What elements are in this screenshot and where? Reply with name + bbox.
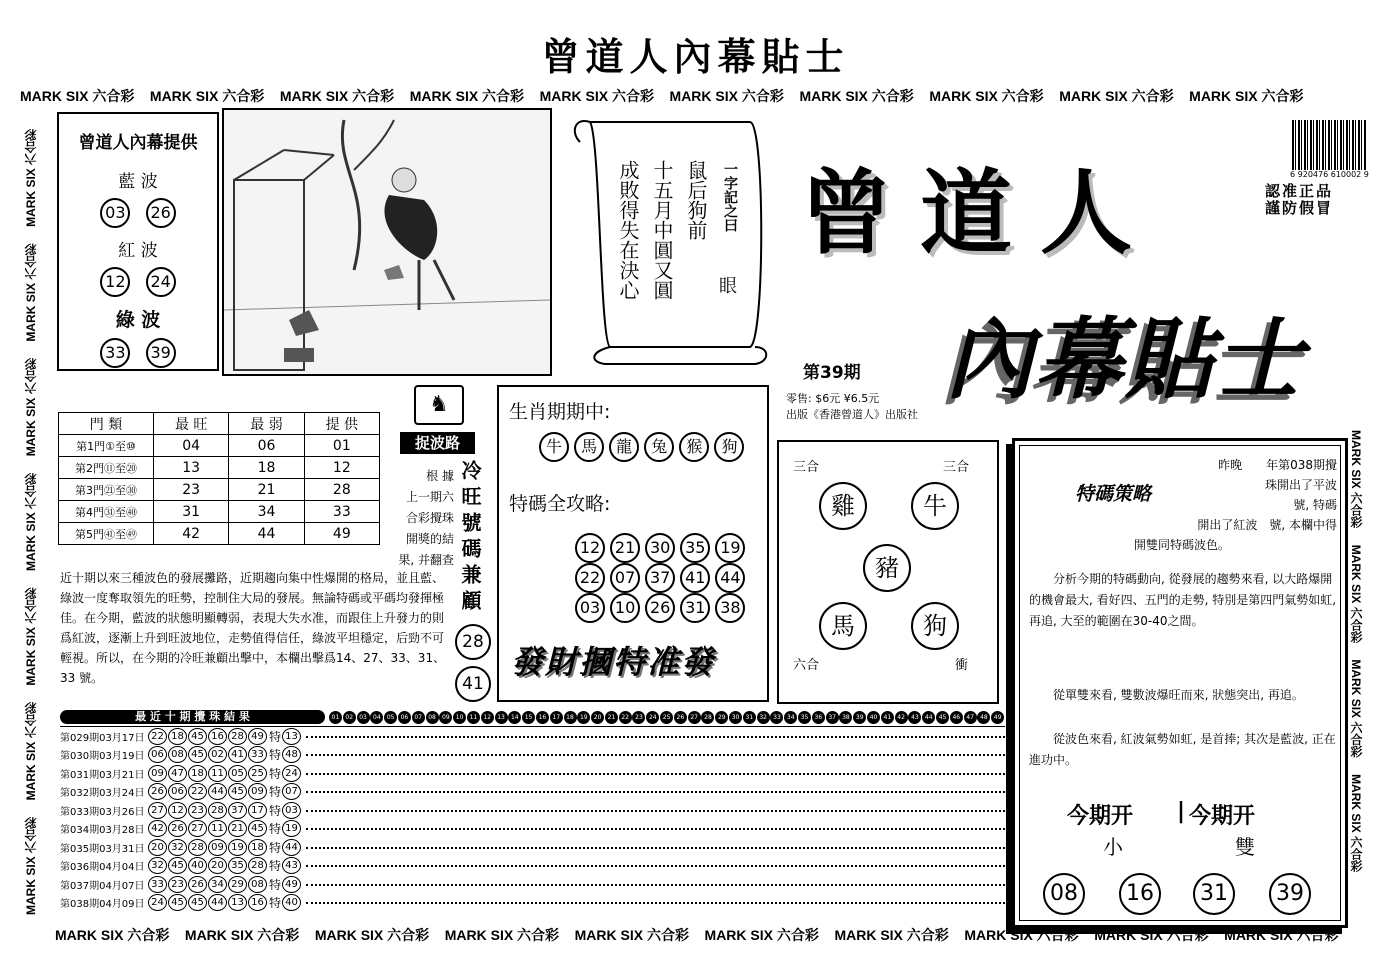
- history-special-number: 44: [282, 839, 301, 856]
- history-dots: [306, 901, 1005, 904]
- history-number: 05: [228, 765, 247, 782]
- number-header-cell: 24: [646, 711, 659, 724]
- catch-wave-icon: ♞: [414, 385, 464, 425]
- history-number: 17: [248, 802, 267, 819]
- top-band: MARK SIX 六合彩 MARK SIX 六合彩 MARK SIX 六合彩 MARK SIX 六合彩 MARK SIX 六合彩 MARK SIX 六合彩 MARK SIX 六合彩 MARK SIX 六合彩 MARK SIX 六合彩 MARK SIX 六合彩: [20, 88, 1304, 104]
- number-header-cell: 31: [743, 711, 756, 724]
- wave-box-heading: 曾道人內幕提供: [78, 133, 198, 153]
- history-number: 22: [188, 783, 207, 800]
- history-special-label: 特: [269, 729, 282, 744]
- history-row-label: 第037期04月07日: [60, 880, 145, 892]
- number-header-cell: 35: [798, 711, 811, 724]
- special-number: 38: [715, 593, 745, 623]
- number-header-cell: 19: [577, 711, 590, 724]
- table-row: [60, 764, 1005, 783]
- history-number: 32: [148, 857, 167, 874]
- history-number: 09: [248, 783, 267, 800]
- min-cell: 18: [229, 457, 304, 479]
- number-header-cell: 29: [715, 711, 728, 724]
- number-header-cell: 47: [964, 711, 977, 724]
- table-row: [59, 523, 380, 545]
- history-number: 45: [188, 746, 207, 763]
- wave-group: [59, 236, 217, 297]
- history-number: 34: [208, 876, 227, 893]
- number-header-cell: 07: [412, 711, 425, 724]
- number-header-cell: 26: [674, 711, 687, 724]
- history-number: 44: [208, 894, 227, 911]
- history-row-label: 第038期04月09日: [60, 899, 145, 911]
- table-row: [60, 727, 1005, 746]
- history-special-label: 特: [269, 766, 282, 781]
- gate-table-header: [59, 413, 380, 435]
- history-special-label: 特: [269, 877, 282, 892]
- special-number: 10: [610, 593, 640, 623]
- number-header-cell: 15: [522, 711, 535, 724]
- today-left: 今期开: [1067, 804, 1134, 829]
- strategy-para: 從單雙來看, 雙數波爆旺而來, 狀態突出, 再追。: [1053, 688, 1304, 702]
- history-number: 24: [148, 894, 167, 911]
- history-section: [60, 710, 1005, 915]
- history-number: 02: [208, 746, 227, 763]
- number-header-cell: 08: [426, 711, 439, 724]
- history-number: 21: [228, 820, 247, 837]
- number-header-cell: 49: [991, 711, 1004, 724]
- history-row-label: 第029期03月17日: [60, 732, 145, 744]
- scroll-key-word: 眼: [719, 276, 737, 297]
- history-number: 13: [228, 894, 247, 911]
- special-number: 07: [610, 563, 640, 593]
- history-number: 45: [228, 783, 247, 800]
- history-number: 20: [148, 839, 167, 856]
- brand-line1: 曾道人: [800, 159, 1161, 267]
- history-dots: [306, 827, 1005, 830]
- table-row: [60, 894, 1005, 913]
- today-double: 雙: [1235, 835, 1255, 859]
- history-number: 06: [148, 746, 167, 763]
- number-header-cell: 48: [977, 711, 990, 724]
- history-number: 27: [148, 802, 167, 819]
- poem-scroll: [560, 102, 775, 370]
- today-divider: |: [1177, 799, 1186, 824]
- history-row-label: 第036期04月04日: [60, 862, 145, 874]
- history-number: 28: [208, 802, 227, 819]
- number-header-cell: 40: [867, 711, 880, 724]
- max-cell: 23: [154, 479, 229, 501]
- special-number: 31: [680, 593, 710, 623]
- relation-animal: 雞: [819, 482, 867, 530]
- history-number: 08: [248, 876, 267, 893]
- history-number: 28: [188, 839, 207, 856]
- old-man-illustration: [224, 110, 550, 374]
- history-number: 23: [188, 802, 207, 819]
- history-row-label: 第032期03月24日: [60, 788, 145, 800]
- gate-table: [58, 412, 380, 545]
- history-rows: [60, 726, 1005, 912]
- history-number: 35: [228, 857, 247, 874]
- relation-label: 衝: [955, 658, 969, 673]
- relation-label: 三合: [793, 460, 820, 475]
- special-number: 41: [680, 563, 710, 593]
- history-number: 11: [208, 820, 227, 837]
- today-small: 小: [1103, 835, 1123, 859]
- relation-animal: 馬: [819, 602, 867, 650]
- scroll-line: 成敗得失在決心: [616, 160, 640, 300]
- strategy-number: 39: [1269, 873, 1311, 915]
- history-number: 45: [188, 728, 207, 745]
- number-header: [329, 711, 1005, 724]
- history-number: 26: [188, 876, 207, 893]
- special-number: 30: [645, 533, 675, 563]
- strategy-title: 特碼策略: [1075, 483, 1152, 505]
- number-header-cell: 25: [660, 711, 673, 724]
- issue-price: 零售: $6元 ¥6.5元: [786, 392, 880, 405]
- wave-number: 24: [146, 267, 176, 297]
- number-header-cell: 09: [439, 711, 452, 724]
- header-cell: 門 類: [59, 413, 154, 435]
- number-header-cell: 42: [895, 711, 908, 724]
- zodiac-animal: 牛: [539, 432, 569, 462]
- history-special-label: 特: [269, 859, 282, 874]
- brand-line2: 內幕貼士: [945, 308, 1306, 411]
- number-header-cell: 45: [936, 711, 949, 724]
- history-special-number: 19: [282, 820, 301, 837]
- table-row: [59, 501, 380, 523]
- number-header-cell: 30: [729, 711, 742, 724]
- history-special-number: 03: [282, 802, 301, 819]
- relation-label: 六合: [793, 658, 820, 673]
- number-header-cell: 14: [508, 711, 521, 724]
- catch-wave-title: 捉波路: [400, 432, 475, 454]
- history-number: 18: [248, 839, 267, 856]
- zodiac-animal: 馬: [574, 432, 604, 462]
- number-header-cell: 22: [619, 711, 632, 724]
- history-dots: [306, 883, 1005, 886]
- offer-cell: 49: [304, 523, 379, 545]
- number-header-cell: 36: [812, 711, 825, 724]
- header-cell: 最 旺: [154, 413, 229, 435]
- relation-box: [777, 440, 999, 704]
- wave-number: 26: [146, 198, 176, 228]
- history-dots: [306, 753, 1005, 756]
- number-header-cell: 37: [826, 711, 839, 724]
- header-cell: 提 供: [304, 413, 379, 435]
- history-number: 47: [168, 765, 187, 782]
- analysis-paragraph: 近十期以來三種波色的發展攤路，近期趨向集中性爆開的格局，並且藍、綠波一度奪取領先的旺勢，控制住大局的發展。無論特碼或平碼均發揮極佳。在今期，藍波的狀態明顯轉弱，表現大失水准，而跟住上升發力的則爲紅波，逐漸上升到旺波地位，走勢值得信任，綠波平坦穩定，后勁不可輕視。所以，在今期的冷旺兼顧出擊中，本欄出擊爲14、27、33、31、33 號。: [60, 571, 446, 685]
- wave-label: 藍 波: [118, 172, 158, 192]
- relation-animal: 狗: [911, 602, 959, 650]
- number-header-cell: 43: [908, 711, 921, 724]
- issue-label: 第39期: [803, 363, 861, 383]
- number-header-cell: 04: [370, 711, 383, 724]
- history-row-label: 第030期03月19日: [60, 751, 145, 763]
- number-header-cell: 16: [536, 711, 549, 724]
- catch-wave-number: 28: [455, 624, 491, 660]
- history-number: 41: [228, 746, 247, 763]
- number-header-cell: 01: [329, 711, 342, 724]
- number-header-cell: 38: [839, 711, 852, 724]
- table-row: [60, 746, 1005, 765]
- history-number: 29: [228, 876, 247, 893]
- offer-cell: 01: [304, 435, 379, 457]
- zodiac-box: [497, 385, 769, 702]
- table-row: [60, 857, 1005, 876]
- barcode-number: 6 920476 610002 9: [1290, 170, 1369, 179]
- history-row-label: 第031期03月21日: [60, 769, 145, 781]
- history-special-label: 特: [269, 822, 282, 837]
- number-header-cell: 39: [853, 711, 866, 724]
- history-special-number: 07: [282, 783, 301, 800]
- today-right: 今期开: [1189, 804, 1256, 829]
- number-header-cell: 03: [357, 711, 370, 724]
- history-number: 45: [168, 857, 187, 874]
- number-header-cell: 28: [701, 711, 714, 724]
- history-number: 18: [188, 765, 207, 782]
- history-dots: [306, 735, 1005, 738]
- number-header-cell: 06: [398, 711, 411, 724]
- number-header-cell: 12: [481, 711, 494, 724]
- page-title: 曾道人內幕貼士: [541, 34, 850, 79]
- history-row-label: 第034期03月28日: [60, 825, 145, 837]
- stamp-line2: 謹防假冒: [1265, 199, 1334, 217]
- issue-publisher: 出版《香港曾道人》出版社: [786, 408, 918, 421]
- number-header-cell: 05: [384, 711, 397, 724]
- number-header-cell: 21: [605, 711, 618, 724]
- gate-cell: 第4門㉛至㊵: [59, 501, 154, 523]
- history-header: [60, 710, 1005, 724]
- special-number: 37: [645, 563, 675, 593]
- number-header-cell: 20: [591, 711, 604, 724]
- offer-cell: 12: [304, 457, 379, 479]
- special-number: 21: [610, 533, 640, 563]
- strategy-intro: 昨晚 年第038期攪 珠開出了平波 號, 特碼 開出了紅波 號, 本欄中得 開雙同特碼波色。: [1133, 458, 1361, 552]
- table-row: [59, 479, 380, 501]
- number-header-cell: 33: [770, 711, 783, 724]
- max-cell: 42: [154, 523, 229, 545]
- min-cell: 34: [229, 501, 304, 523]
- special-number: 26: [645, 593, 675, 623]
- strategy-para: 從波色來看, 紅波氣勢如虹, 是首捧; 其次是藍波, 正在進功中。: [1029, 732, 1336, 767]
- number-header-cell: 10: [453, 711, 466, 724]
- zodiac-animals: [539, 432, 744, 462]
- zodiac-animal: 龍: [609, 432, 639, 462]
- history-special-label: 特: [269, 748, 282, 763]
- number-header-cell: 13: [495, 711, 508, 724]
- min-cell: 06: [229, 435, 304, 457]
- history-number: 45: [248, 820, 267, 837]
- history-number: 37: [228, 802, 247, 819]
- history-special-number: 43: [282, 857, 301, 874]
- table-row: [60, 838, 1005, 857]
- history-dots: [306, 772, 1005, 775]
- table-row: [60, 820, 1005, 839]
- gate-cell: 第2門⑪至⑳: [59, 457, 154, 479]
- number-header-cell: 46: [950, 711, 963, 724]
- history-number: 28: [248, 857, 267, 874]
- history-number: 45: [188, 894, 207, 911]
- zodiac-animal: 兔: [644, 432, 674, 462]
- history-number: 32: [168, 839, 187, 856]
- history-number: 16: [248, 894, 267, 911]
- number-header-cell: 18: [564, 711, 577, 724]
- history-special-number: 49: [282, 876, 301, 893]
- min-cell: 44: [229, 523, 304, 545]
- history-number: 28: [228, 728, 247, 745]
- history-special-number: 24: [282, 765, 301, 782]
- history-number: 06: [168, 783, 187, 800]
- zodiac-title: 生肖期期中:: [509, 401, 611, 423]
- table-row: [60, 875, 1005, 894]
- bottom-band: MARK SIX 六合彩 MARK SIX 六合彩 MARK SIX 六合彩 MARK SIX 六合彩 MARK SIX 六合彩 MARK SIX 六合彩 MARK SIX 六合彩 MARK SIX 六合彩 MARK SIX 六合彩 MARK SIX 六合彩: [55, 927, 1339, 943]
- zodiac-banner: 發財摑特准發: [511, 643, 716, 681]
- history-number: 26: [168, 820, 187, 837]
- number-header-cell: 11: [467, 711, 480, 724]
- history-number: 49: [248, 728, 267, 745]
- number-header-cell: 32: [757, 711, 770, 724]
- wave-label: 紅 波: [118, 241, 158, 261]
- gate-cell: 第1門①至⑩: [59, 435, 154, 457]
- number-header-cell: 41: [881, 711, 894, 724]
- history-title: 最 近 十 期 攪 珠 結 果: [60, 710, 325, 724]
- illustration: [222, 108, 552, 376]
- history-number: 27: [188, 820, 207, 837]
- special-number: 22: [575, 563, 605, 593]
- wave-group: [59, 305, 217, 368]
- zodiac-animal: 猴: [679, 432, 709, 462]
- history-row-label: 第033期03月26日: [60, 806, 145, 818]
- wave-number: 03: [100, 198, 130, 228]
- history-number: 12: [168, 802, 187, 819]
- history-number: 22: [148, 728, 167, 745]
- history-number: 09: [208, 839, 227, 856]
- max-cell: 31: [154, 501, 229, 523]
- history-row-label: 第035期03月31日: [60, 843, 145, 855]
- wave-number: 39: [146, 338, 176, 368]
- special-numbers: [575, 533, 745, 623]
- special-title: 特碼全攻略:: [509, 493, 611, 515]
- table-row: [60, 801, 1005, 820]
- history-special-label: 特: [269, 840, 282, 855]
- min-cell: 21: [229, 479, 304, 501]
- strategy-number: 08: [1043, 873, 1085, 915]
- offer-cell: 33: [304, 501, 379, 523]
- strategy-number: 31: [1193, 873, 1235, 915]
- special-number: 35: [680, 533, 710, 563]
- history-dots: [306, 809, 1005, 812]
- table-row: [59, 457, 380, 479]
- number-header-cell: 27: [688, 711, 701, 724]
- special-number: 12: [575, 533, 605, 563]
- wave-number: 12: [100, 267, 130, 297]
- history-special-number: 40: [282, 894, 301, 911]
- history-number: 18: [168, 728, 187, 745]
- header-cell: 最 弱: [229, 413, 304, 435]
- number-header-cell: 02: [343, 711, 356, 724]
- number-header-cell: 23: [632, 711, 645, 724]
- catch-wave-number: 41: [455, 666, 491, 702]
- history-number: 11: [208, 765, 227, 782]
- catch-wave-side-label: 冷旺號碼兼顧: [458, 460, 482, 616]
- wave-group: [59, 167, 217, 228]
- history-dots: [306, 846, 1005, 849]
- relation-label: 三合: [943, 460, 970, 475]
- history-number: 45: [168, 894, 187, 911]
- history-special-label: 特: [269, 803, 282, 818]
- history-number: 33: [148, 876, 167, 893]
- scroll-line: 鼠后狗前: [684, 160, 708, 240]
- left-band: MARK SIX 六合彩 MARK SIX 六合彩 MARK SIX 六合彩 MARK SIX 六合彩 MARK SIX 六合彩 MARK SIX 六合彩 MARK SIX 六合彩: [24, 128, 38, 915]
- history-number: 26: [148, 783, 167, 800]
- right-band: MARK SIX 六合彩 MARK SIX 六合彩 MARK SIX 六合彩 MARK SIX 六合彩: [1349, 430, 1363, 873]
- history-number: 09: [148, 765, 167, 782]
- number-header-cell: 17: [550, 711, 563, 724]
- relation-animal: 豬: [863, 544, 911, 592]
- strategy-number: 16: [1119, 873, 1161, 915]
- offer-cell: 28: [304, 479, 379, 501]
- special-number: 03: [575, 593, 605, 623]
- relation-animal: 牛: [911, 482, 959, 530]
- history-special-label: 特: [269, 785, 282, 800]
- history-number: 44: [208, 783, 227, 800]
- history-number: 33: [248, 746, 267, 763]
- special-number: 44: [715, 563, 745, 593]
- history-special-label: 特: [269, 896, 282, 911]
- history-number: 42: [148, 820, 167, 837]
- history-number: 08: [168, 746, 187, 763]
- max-cell: 13: [154, 457, 229, 479]
- history-number: 19: [228, 839, 247, 856]
- history-number: 25: [248, 765, 267, 782]
- history-number: 16: [208, 728, 227, 745]
- max-cell: 04: [154, 435, 229, 457]
- number-header-cell: 44: [922, 711, 935, 724]
- history-number: 23: [168, 876, 187, 893]
- history-number: 20: [208, 857, 227, 874]
- stamp-line1: 認准正品: [1265, 182, 1334, 200]
- history-number: 40: [188, 857, 207, 874]
- number-header-cell: 34: [784, 711, 797, 724]
- scroll-header: 一字記之曰: [722, 162, 738, 232]
- wave-label: 綠 波: [115, 309, 161, 331]
- barcode: [1292, 120, 1366, 170]
- wave-box: [57, 112, 219, 371]
- history-dots: [306, 864, 1005, 867]
- history-special-number: 48: [282, 746, 301, 763]
- catch-wave-text: 根 據 上一期六 合彩攪珠 開獎的結 果, 并翻查: [398, 469, 454, 567]
- table-row: [60, 783, 1005, 802]
- special-number: 19: [715, 533, 745, 563]
- table-row: [59, 435, 380, 457]
- gate-cell: 第3門㉑至㉚: [59, 479, 154, 501]
- wave-number: 33: [100, 338, 130, 368]
- gate-cell: 第5門㊶至㊾: [59, 523, 154, 545]
- history-dots: [306, 790, 1005, 793]
- strategy-para: 分析今期的特碼動向, 從發展的趨勢來看, 以大路爆開的機會最大, 看好四、五門的走勢, 特別是第四門氣勢如虹, 再追, 大至的範圍在30-40之間。: [1029, 572, 1337, 628]
- zodiac-animal: 狗: [714, 432, 744, 462]
- scroll-line: 十五月中圓又圓: [650, 160, 674, 300]
- history-special-number: 13: [282, 728, 301, 745]
